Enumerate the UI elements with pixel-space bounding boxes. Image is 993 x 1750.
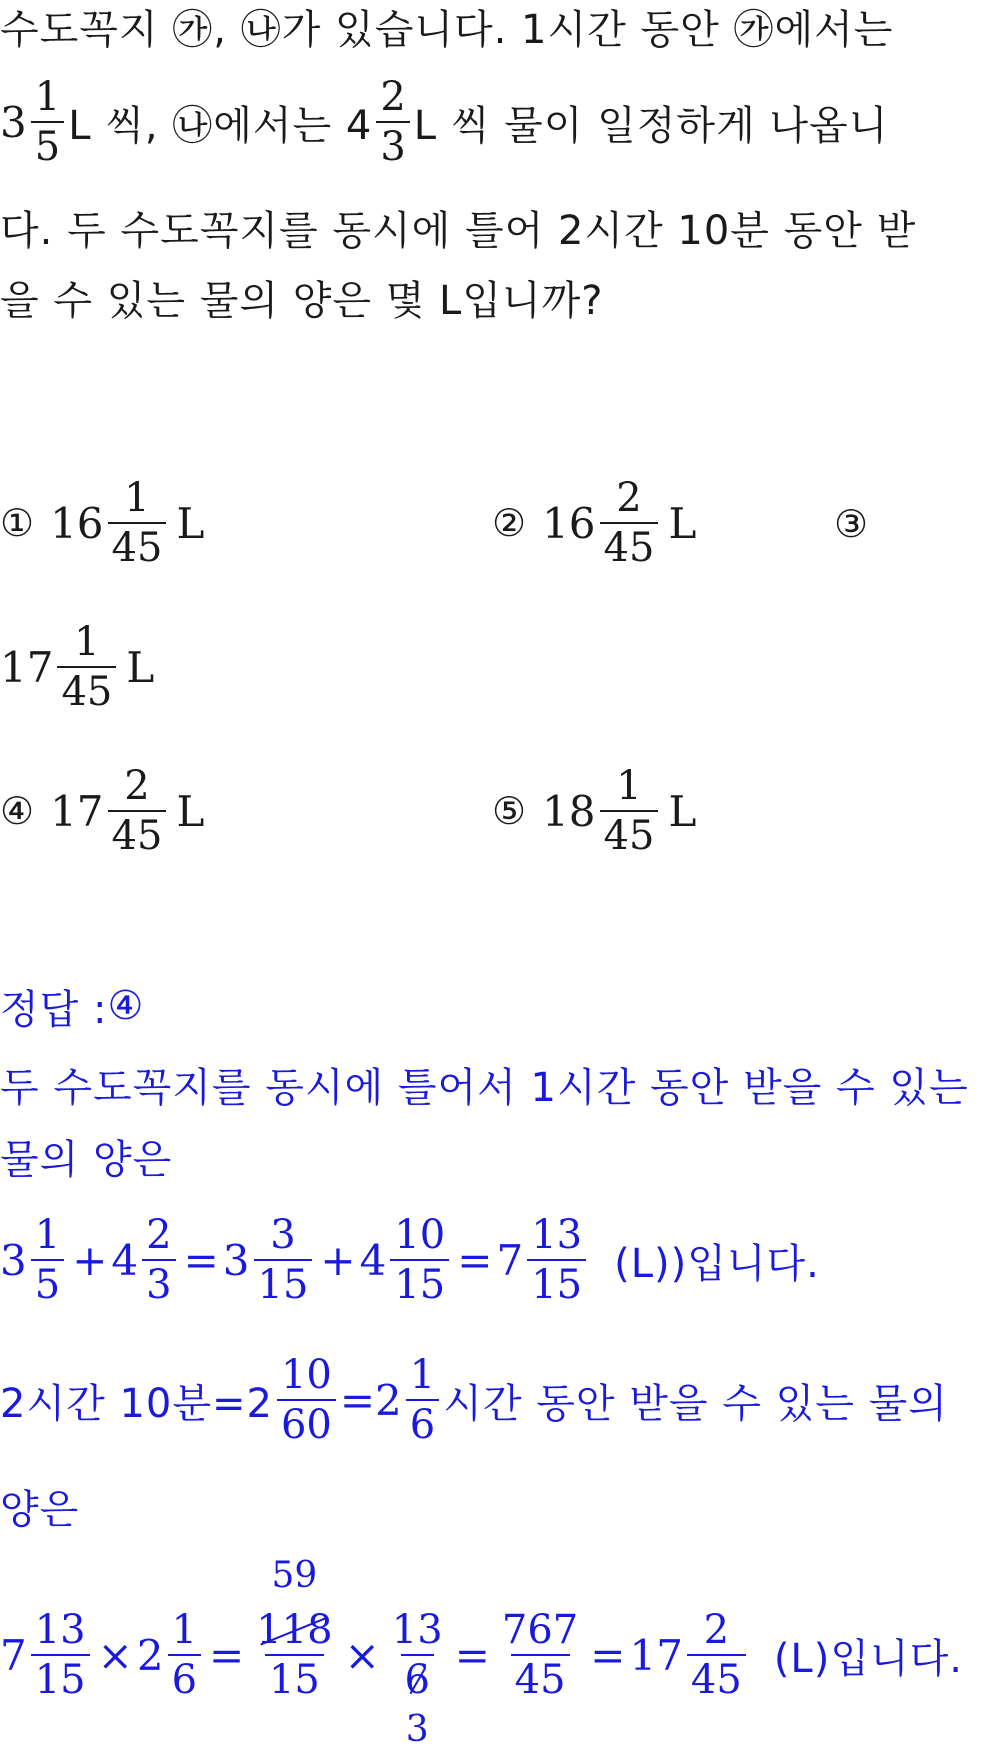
cancelled-fraction: 13 6 3 bbox=[391, 1607, 443, 1750]
fraction: $\frac{1}{5}$ bbox=[31, 77, 64, 167]
fraction: $\frac{1}{6}$ bbox=[168, 1610, 201, 1700]
solution-equation-1: 3 $\frac{1}{5}$ + 4 $\frac{2}{3}$ = 3 $\frac{3}{15}$ + 4 $\frac{10}{15}$ = 7 $\frac{13}{15}$ (L))입니다. bbox=[0, 1212, 820, 1308]
cancel-bottom-value: 3 bbox=[405, 1709, 429, 1750]
fraction: $\frac{2}{3}$ bbox=[376, 77, 409, 167]
fraction: $\frac{1}{45}$ bbox=[57, 622, 116, 712]
mixed-whole: 3 bbox=[0, 97, 27, 147]
fraction: $\frac{2}{45}$ bbox=[108, 766, 167, 856]
solution-line-2: 물의 양은 bbox=[0, 1136, 173, 1183]
solution-line-3: 양은 bbox=[0, 1486, 80, 1533]
fraction: $\frac{3}{15}$ bbox=[254, 1215, 313, 1305]
cancelled-denominator: 6 bbox=[404, 1657, 430, 1703]
solution-line-1: 두 수도꼭지를 동시에 틀어서 1시간 동안 받을 수 있는 bbox=[0, 1064, 969, 1111]
solution-equation-3: 7 $\frac{13}{15}$ × 2 $\frac{1}{6}$ = 59 118 15 × 13 6 3 = $\frac{767}{45}$ = 17 $\frac{2}{45}$ (L)입니다. bbox=[0, 1555, 963, 1750]
cancelled-numerator: 118 bbox=[256, 1607, 333, 1653]
question-line-4: 을 수 있는 물의 양은 몇 L입니까? bbox=[0, 278, 604, 324]
fraction: $\frac{13}{15}$ bbox=[31, 1610, 90, 1700]
answer-line: 정답 : ④ bbox=[0, 983, 145, 1033]
fraction: $\frac{1}{6}$ bbox=[406, 1355, 439, 1445]
fraction: $\frac{2}{45}$ bbox=[687, 1610, 746, 1700]
cancelled-fraction: 59 118 15 bbox=[256, 1555, 333, 1703]
option-5[interactable]: ⑤ 18 $\frac{1}{45}$ L bbox=[492, 763, 697, 859]
question-line-3: 다. 두 수도꼭지를 동시에 틀어 2시간 10분 동안 받 bbox=[0, 208, 917, 254]
solution-equation-2: 2시간 10분=2 $\frac{10}{60}$ =2 $\frac{1}{6}$ 시간 동안 받을 수 있는 물의 bbox=[0, 1352, 948, 1448]
option-4[interactable]: ④ 17 $\frac{2}{45}$ L bbox=[0, 763, 205, 859]
fraction: $\frac{10}{60}$ bbox=[277, 1355, 336, 1445]
option-3[interactable]: 17 $\frac{1}{45}$ L bbox=[0, 619, 155, 715]
option-1[interactable]: ① 16 $\frac{1}{45}$ L bbox=[0, 475, 205, 571]
fraction: $\frac{767}{45}$ bbox=[501, 1607, 579, 1703]
option-3-mark[interactable]: ③ bbox=[834, 502, 869, 546]
option-2[interactable]: ② 16 $\frac{2}{45}$ L bbox=[492, 475, 697, 571]
question-line-2: 3 $\frac{1}{5}$ L 씩, ㉯에서는 4 $\frac{2}{3}$ L 씩 물이 일정하게 나옵니 bbox=[0, 74, 889, 170]
fraction: $\frac{1}{45}$ bbox=[108, 478, 167, 568]
fraction: $\frac{10}{15}$ bbox=[390, 1215, 449, 1305]
answer-mark: ④ bbox=[107, 983, 145, 1029]
fraction: $\frac{2}{3}$ bbox=[142, 1215, 175, 1305]
fraction: $\frac{1}{45}$ bbox=[600, 766, 659, 856]
fraction: $\frac{2}{45}$ bbox=[600, 478, 659, 568]
fraction: $\frac{13}{15}$ bbox=[527, 1215, 586, 1305]
fraction: $\frac{1}{5}$ bbox=[31, 1215, 64, 1305]
cancel-top-value: 59 bbox=[271, 1555, 318, 1596]
question-line-1: 수도꼭지 ㉮, ㉯가 있습니다. 1시간 동안 ㉮에서는 bbox=[0, 6, 894, 53]
